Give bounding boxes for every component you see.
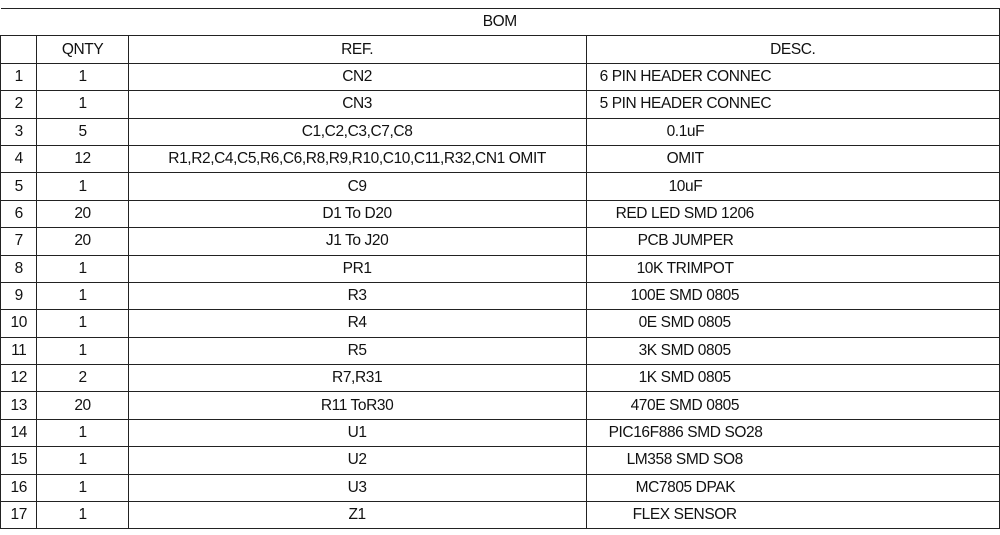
row-qty: 20 <box>37 200 128 227</box>
row-ref: U2 <box>128 447 586 474</box>
table-row <box>1 145 1000 172</box>
row-desc: 5 PIN HEADER CONNEC <box>586 91 999 118</box>
title-row <box>1 9 1000 36</box>
table-row <box>1 310 1000 337</box>
row-ref: D1 To D20 <box>128 200 586 227</box>
row-index: 12 <box>1 365 37 392</box>
row-index: 11 <box>1 337 37 364</box>
bom-table <box>0 8 1000 529</box>
row-index: 5 <box>1 173 37 200</box>
row-ref: CN2 <box>128 63 586 90</box>
table-title: BOM <box>1 9 1000 36</box>
table-row <box>1 502 1000 529</box>
row-qty: 20 <box>37 392 128 419</box>
bom-body <box>1 63 1000 529</box>
row-qty: 1 <box>37 282 128 309</box>
row-ref: R1,R2,C4,C5,R6,C6,R8,R9,R10,C10,C11,R32,CN1 OMIT <box>128 145 586 172</box>
row-ref: U3 <box>128 474 586 501</box>
row-qty: 1 <box>37 63 128 90</box>
table-row <box>1 392 1000 419</box>
row-qty: 20 <box>37 228 128 255</box>
row-desc: 1K SMD 0805 <box>586 365 999 392</box>
row-ref: R11 ToR30 <box>128 392 586 419</box>
table-row <box>1 365 1000 392</box>
row-desc: PIC16F886 SMD SO28 <box>586 419 999 446</box>
table-row <box>1 447 1000 474</box>
table-row <box>1 255 1000 282</box>
row-desc: 470E SMD 0805 <box>586 392 999 419</box>
header-row <box>1 36 1000 63</box>
row-index: 16 <box>1 474 37 501</box>
row-desc: LM358 SMD SO8 <box>586 447 999 474</box>
header-index <box>1 36 37 63</box>
row-qty: 1 <box>37 419 128 446</box>
row-desc: 3K SMD 0805 <box>586 337 999 364</box>
table-row <box>1 228 1000 255</box>
row-index: 7 <box>1 228 37 255</box>
row-index: 13 <box>1 392 37 419</box>
row-qty: 1 <box>37 310 128 337</box>
row-desc: PCB JUMPER <box>586 228 999 255</box>
row-ref: R4 <box>128 310 586 337</box>
row-desc: 10K TRIMPOT <box>586 255 999 282</box>
table-row <box>1 419 1000 446</box>
bom-sheet <box>0 8 816 528</box>
row-ref: R3 <box>128 282 586 309</box>
row-qty: 1 <box>37 255 128 282</box>
row-desc: MC7805 DPAK <box>586 474 999 501</box>
row-index: 3 <box>1 118 37 145</box>
header-qty: QNTY <box>37 36 128 63</box>
row-index: 2 <box>1 91 37 118</box>
row-desc: RED LED SMD 1206 <box>586 200 999 227</box>
table-row <box>1 337 1000 364</box>
table-row <box>1 173 1000 200</box>
row-ref: CN3 <box>128 91 586 118</box>
row-ref: R5 <box>128 337 586 364</box>
table-row <box>1 91 1000 118</box>
row-qty: 1 <box>37 474 128 501</box>
row-qty: 5 <box>37 118 128 145</box>
row-index: 10 <box>1 310 37 337</box>
row-ref: C9 <box>128 173 586 200</box>
row-desc: 0.1uF <box>586 118 999 145</box>
table-row <box>1 118 1000 145</box>
row-qty: 1 <box>37 502 128 529</box>
table-row <box>1 63 1000 90</box>
row-desc: FLEX SENSOR <box>586 502 999 529</box>
row-desc: 10uF <box>586 173 999 200</box>
table-row <box>1 282 1000 309</box>
header-ref: REF. <box>128 36 586 63</box>
row-qty: 1 <box>37 447 128 474</box>
row-index: 9 <box>1 282 37 309</box>
row-qty: 2 <box>37 365 128 392</box>
row-qty: 1 <box>37 91 128 118</box>
header-desc: DESC. <box>586 36 999 63</box>
row-ref: C1,C2,C3,C7,C8 <box>128 118 586 145</box>
row-index: 6 <box>1 200 37 227</box>
row-ref: U1 <box>128 419 586 446</box>
row-index: 14 <box>1 419 37 446</box>
table-row <box>1 474 1000 501</box>
row-desc: 0E SMD 0805 <box>586 310 999 337</box>
row-index: 15 <box>1 447 37 474</box>
row-ref: Z1 <box>128 502 586 529</box>
row-qty: 1 <box>37 173 128 200</box>
row-index: 17 <box>1 502 37 529</box>
row-ref: R7,R31 <box>128 365 586 392</box>
row-index: 1 <box>1 63 37 90</box>
row-index: 4 <box>1 145 37 172</box>
row-desc: 6 PIN HEADER CONNEC <box>586 63 999 90</box>
row-desc: OMIT <box>586 145 999 172</box>
row-qty: 1 <box>37 337 128 364</box>
row-index: 8 <box>1 255 37 282</box>
row-ref: J1 To J20 <box>128 228 586 255</box>
row-qty: 12 <box>37 145 128 172</box>
row-desc: 100E SMD 0805 <box>586 282 999 309</box>
row-ref: PR1 <box>128 255 586 282</box>
table-row <box>1 200 1000 227</box>
